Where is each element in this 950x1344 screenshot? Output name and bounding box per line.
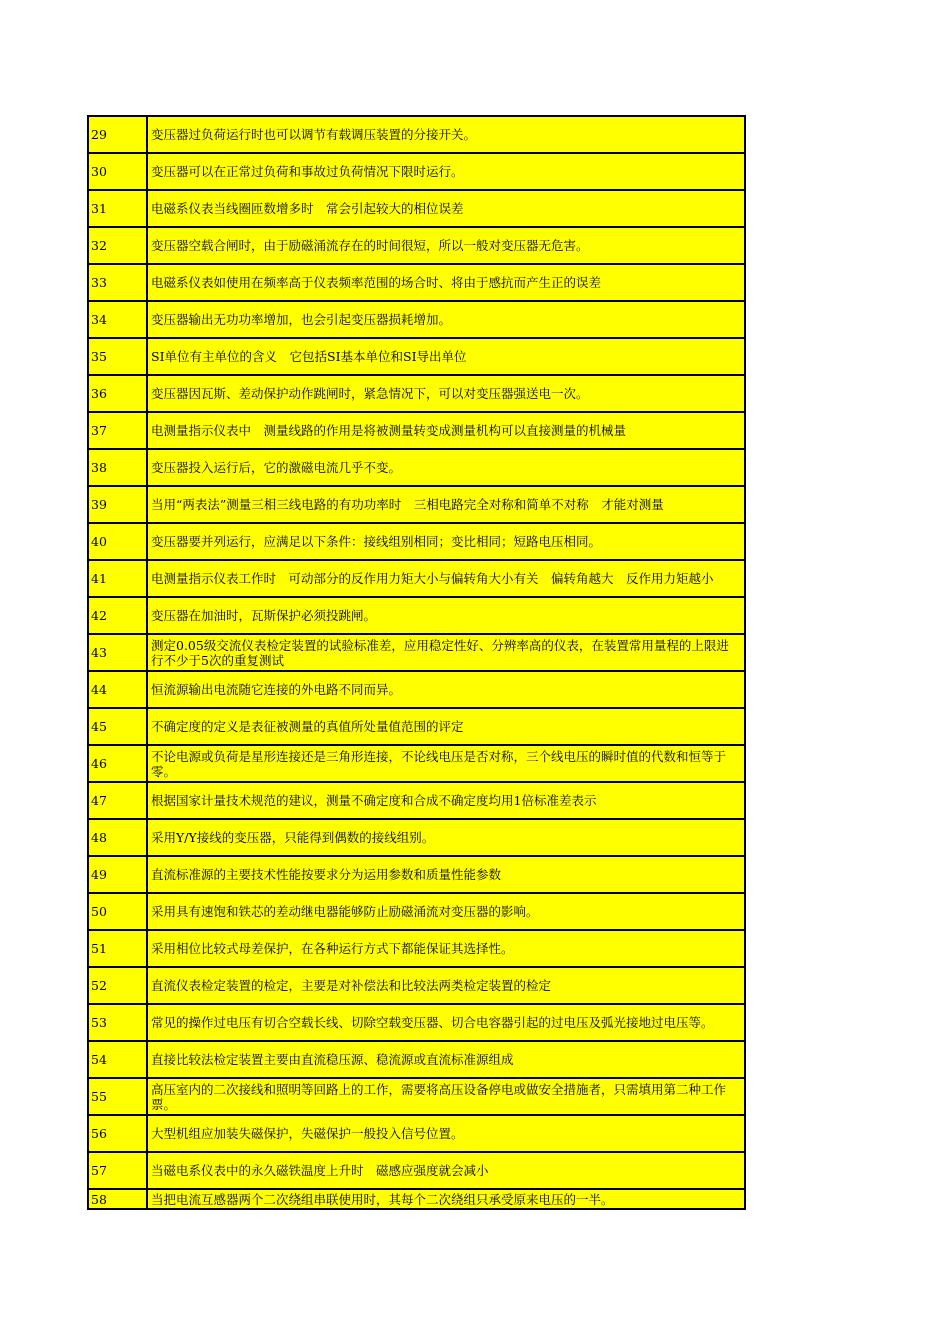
statement-cell[interactable]: 根据国家计量技术规范的建议，测量不确定度和合成不确定度均用1倍标准差表示 (147, 782, 745, 819)
row-number-cell[interactable]: 53 (88, 1004, 147, 1041)
table-row (88, 597, 745, 634)
statement-cell[interactable]: 测定0.05级交流仪表检定装置的试验标准差，应用稳定性好、分辨率高的仪表，在装置常用量程的上限进行不少于5次的重复测试 (147, 634, 745, 671)
row-number-cell[interactable]: 44 (88, 671, 147, 708)
row-number-cell[interactable]: 51 (88, 930, 147, 967)
table-row (88, 856, 745, 893)
row-number-cell[interactable]: 48 (88, 819, 147, 856)
row-number-cell[interactable]: 55 (88, 1078, 147, 1115)
row-number-cell[interactable]: 29 (88, 116, 147, 153)
statement-cell[interactable]: 不确定度的定义是表征被测量的真值所处量值范围的评定 (147, 708, 745, 745)
statement-cell[interactable]: 当把电流互感器两个二次绕组串联使用时，其每个二次绕组只承受原来电压的一半。 (147, 1189, 745, 1209)
statement-cell[interactable]: 电测量指示仪表中 测量线路的作用是将被测量转变成测量机构可以直接测量的机械量 (147, 412, 745, 449)
statement-cell[interactable]: 变压器空载合闸时，由于励磁涌流存在的时间很短，所以一般对变压器无危害。 (147, 227, 745, 264)
row-number-cell[interactable]: 47 (88, 782, 147, 819)
statement-cell[interactable]: 恒流源输出电流随它连接的外电路不同而异。 (147, 671, 745, 708)
table-row (88, 1078, 745, 1115)
table-row (88, 1004, 745, 1041)
statement-cell[interactable]: 变压器输出无功功率增加，也会引起变压器损耗增加。 (147, 301, 745, 338)
table-row (88, 153, 745, 190)
row-number-cell[interactable]: 33 (88, 264, 147, 301)
statement-cell[interactable]: 直接比较法检定装置主要由直流稳压源、稳流源或直流标准源组成 (147, 1041, 745, 1078)
table-row (88, 819, 745, 856)
statement-cell[interactable]: 采用相位比较式母差保护，在各种运行方式下都能保证其选择性。 (147, 930, 745, 967)
row-number-cell[interactable]: 56 (88, 1115, 147, 1152)
table-row (88, 745, 745, 782)
table-row (88, 782, 745, 819)
statement-cell[interactable]: 当用“两表法”测量三相三线电路的有功功率时 三相电路完全对称和简单不对称 才能对测量 (147, 486, 745, 523)
statement-cell[interactable]: 变压器过负荷运行时也可以调节有载调压装置的分接开关。 (147, 116, 745, 153)
table-row (88, 930, 745, 967)
statement-cell[interactable]: 采用具有速饱和铁芯的差动继电器能够防止励磁涌流对变压器的影响。 (147, 893, 745, 930)
table-row (88, 227, 745, 264)
row-number-cell[interactable]: 50 (88, 893, 147, 930)
row-number-cell[interactable]: 32 (88, 227, 147, 264)
statement-cell[interactable]: 电磁系仪表如使用在频率高于仪表频率范围的场合时、将由于感抗而产生正的误差 (147, 264, 745, 301)
row-number-cell[interactable]: 43 (88, 634, 147, 671)
row-number-cell[interactable]: 39 (88, 486, 147, 523)
statement-cell[interactable]: 变压器要并列运行，应满足以下条件：接线组别相同；变比相同；短路电压相同。 (147, 523, 745, 560)
row-number-cell[interactable]: 57 (88, 1152, 147, 1189)
table-row (88, 116, 745, 153)
statement-cell[interactable]: 变压器投入运行后，它的激磁电流几乎不变。 (147, 449, 745, 486)
row-number-cell[interactable]: 45 (88, 708, 147, 745)
row-number-cell[interactable]: 42 (88, 597, 147, 634)
row-number-cell[interactable]: 58 (88, 1189, 147, 1209)
table-row (88, 634, 745, 671)
row-number-cell[interactable]: 34 (88, 301, 147, 338)
statement-cell[interactable]: 当磁电系仪表中的永久磁铁温度上升时 磁感应强度就会减小 (147, 1152, 745, 1189)
row-number-cell[interactable]: 35 (88, 338, 147, 375)
table-row (88, 264, 745, 301)
statement-cell[interactable]: 变压器在加油时，瓦斯保护必须投跳闸。 (147, 597, 745, 634)
table-row (88, 967, 745, 1004)
statement-cell[interactable]: 直流标准源的主要技术性能按要求分为运用参数和质量性能参数 (147, 856, 745, 893)
table-row (88, 523, 745, 560)
row-number-cell[interactable]: 54 (88, 1041, 147, 1078)
statement-cell[interactable]: 大型机组应加装失磁保护，失磁保护一般投入信号位置。 (147, 1115, 745, 1152)
statement-cell[interactable]: 采用Y/Y接线的变压器，只能得到偶数的接线组别。 (147, 819, 745, 856)
table-row (88, 708, 745, 745)
question-table-body (88, 116, 745, 1209)
row-number-cell[interactable]: 38 (88, 449, 147, 486)
table-row (88, 1041, 745, 1078)
row-number-cell[interactable]: 52 (88, 967, 147, 1004)
table-row (88, 412, 745, 449)
table-row (88, 301, 745, 338)
row-number-cell[interactable]: 40 (88, 523, 147, 560)
statement-cell[interactable]: 变压器因瓦斯、差动保护动作跳闸时，紧急情况下，可以对变压器强送电一次。 (147, 375, 745, 412)
table-row (88, 375, 745, 412)
table-row (88, 1115, 745, 1152)
table-row (88, 1189, 745, 1209)
table-row (88, 1152, 745, 1189)
row-number-cell[interactable]: 31 (88, 190, 147, 227)
row-number-cell[interactable]: 41 (88, 560, 147, 597)
statement-cell[interactable]: 电磁系仪表当线圈匝数增多时 常会引起较大的相位误差 (147, 190, 745, 227)
table-row (88, 893, 745, 930)
table-row (88, 560, 745, 597)
row-number-cell[interactable]: 49 (88, 856, 147, 893)
statement-cell[interactable]: 电测量指示仪表工作时 可动部分的反作用力矩大小与偏转角大小有关 偏转角越大 反作用力矩越小 (147, 560, 745, 597)
table-row (88, 449, 745, 486)
table-row (88, 190, 745, 227)
row-number-cell[interactable]: 37 (88, 412, 147, 449)
row-number-cell[interactable]: 46 (88, 745, 147, 782)
statement-cell[interactable]: SI单位有主单位的含义 它包括SI基本单位和SI导出单位 (147, 338, 745, 375)
statement-cell[interactable]: 变压器可以在正常过负荷和事故过负荷情况下限时运行。 (147, 153, 745, 190)
table-row (88, 486, 745, 523)
statement-cell[interactable]: 直流仪表检定装置的检定，主要是对补偿法和比较法两类检定装置的检定 (147, 967, 745, 1004)
statement-cell[interactable]: 常见的操作过电压有切合空载长线、切除空载变压器、切合电容器引起的过电压及弧光接地过电压等。 (147, 1004, 745, 1041)
statement-cell[interactable]: 不论电源或负荷是星形连接还是三角形连接，不论线电压是否对称，三个线电压的瞬时值的代数和恒等于零。 (147, 745, 745, 782)
table-row (88, 671, 745, 708)
row-number-cell[interactable]: 30 (88, 153, 147, 190)
row-number-cell[interactable]: 36 (88, 375, 147, 412)
question-table (87, 115, 746, 1210)
statement-cell[interactable]: 高压室内的二次接线和照明等回路上的工作，需要将高压设备停电或做安全措施者，只需填用第二种工作票。 (147, 1078, 745, 1115)
table-row (88, 338, 745, 375)
